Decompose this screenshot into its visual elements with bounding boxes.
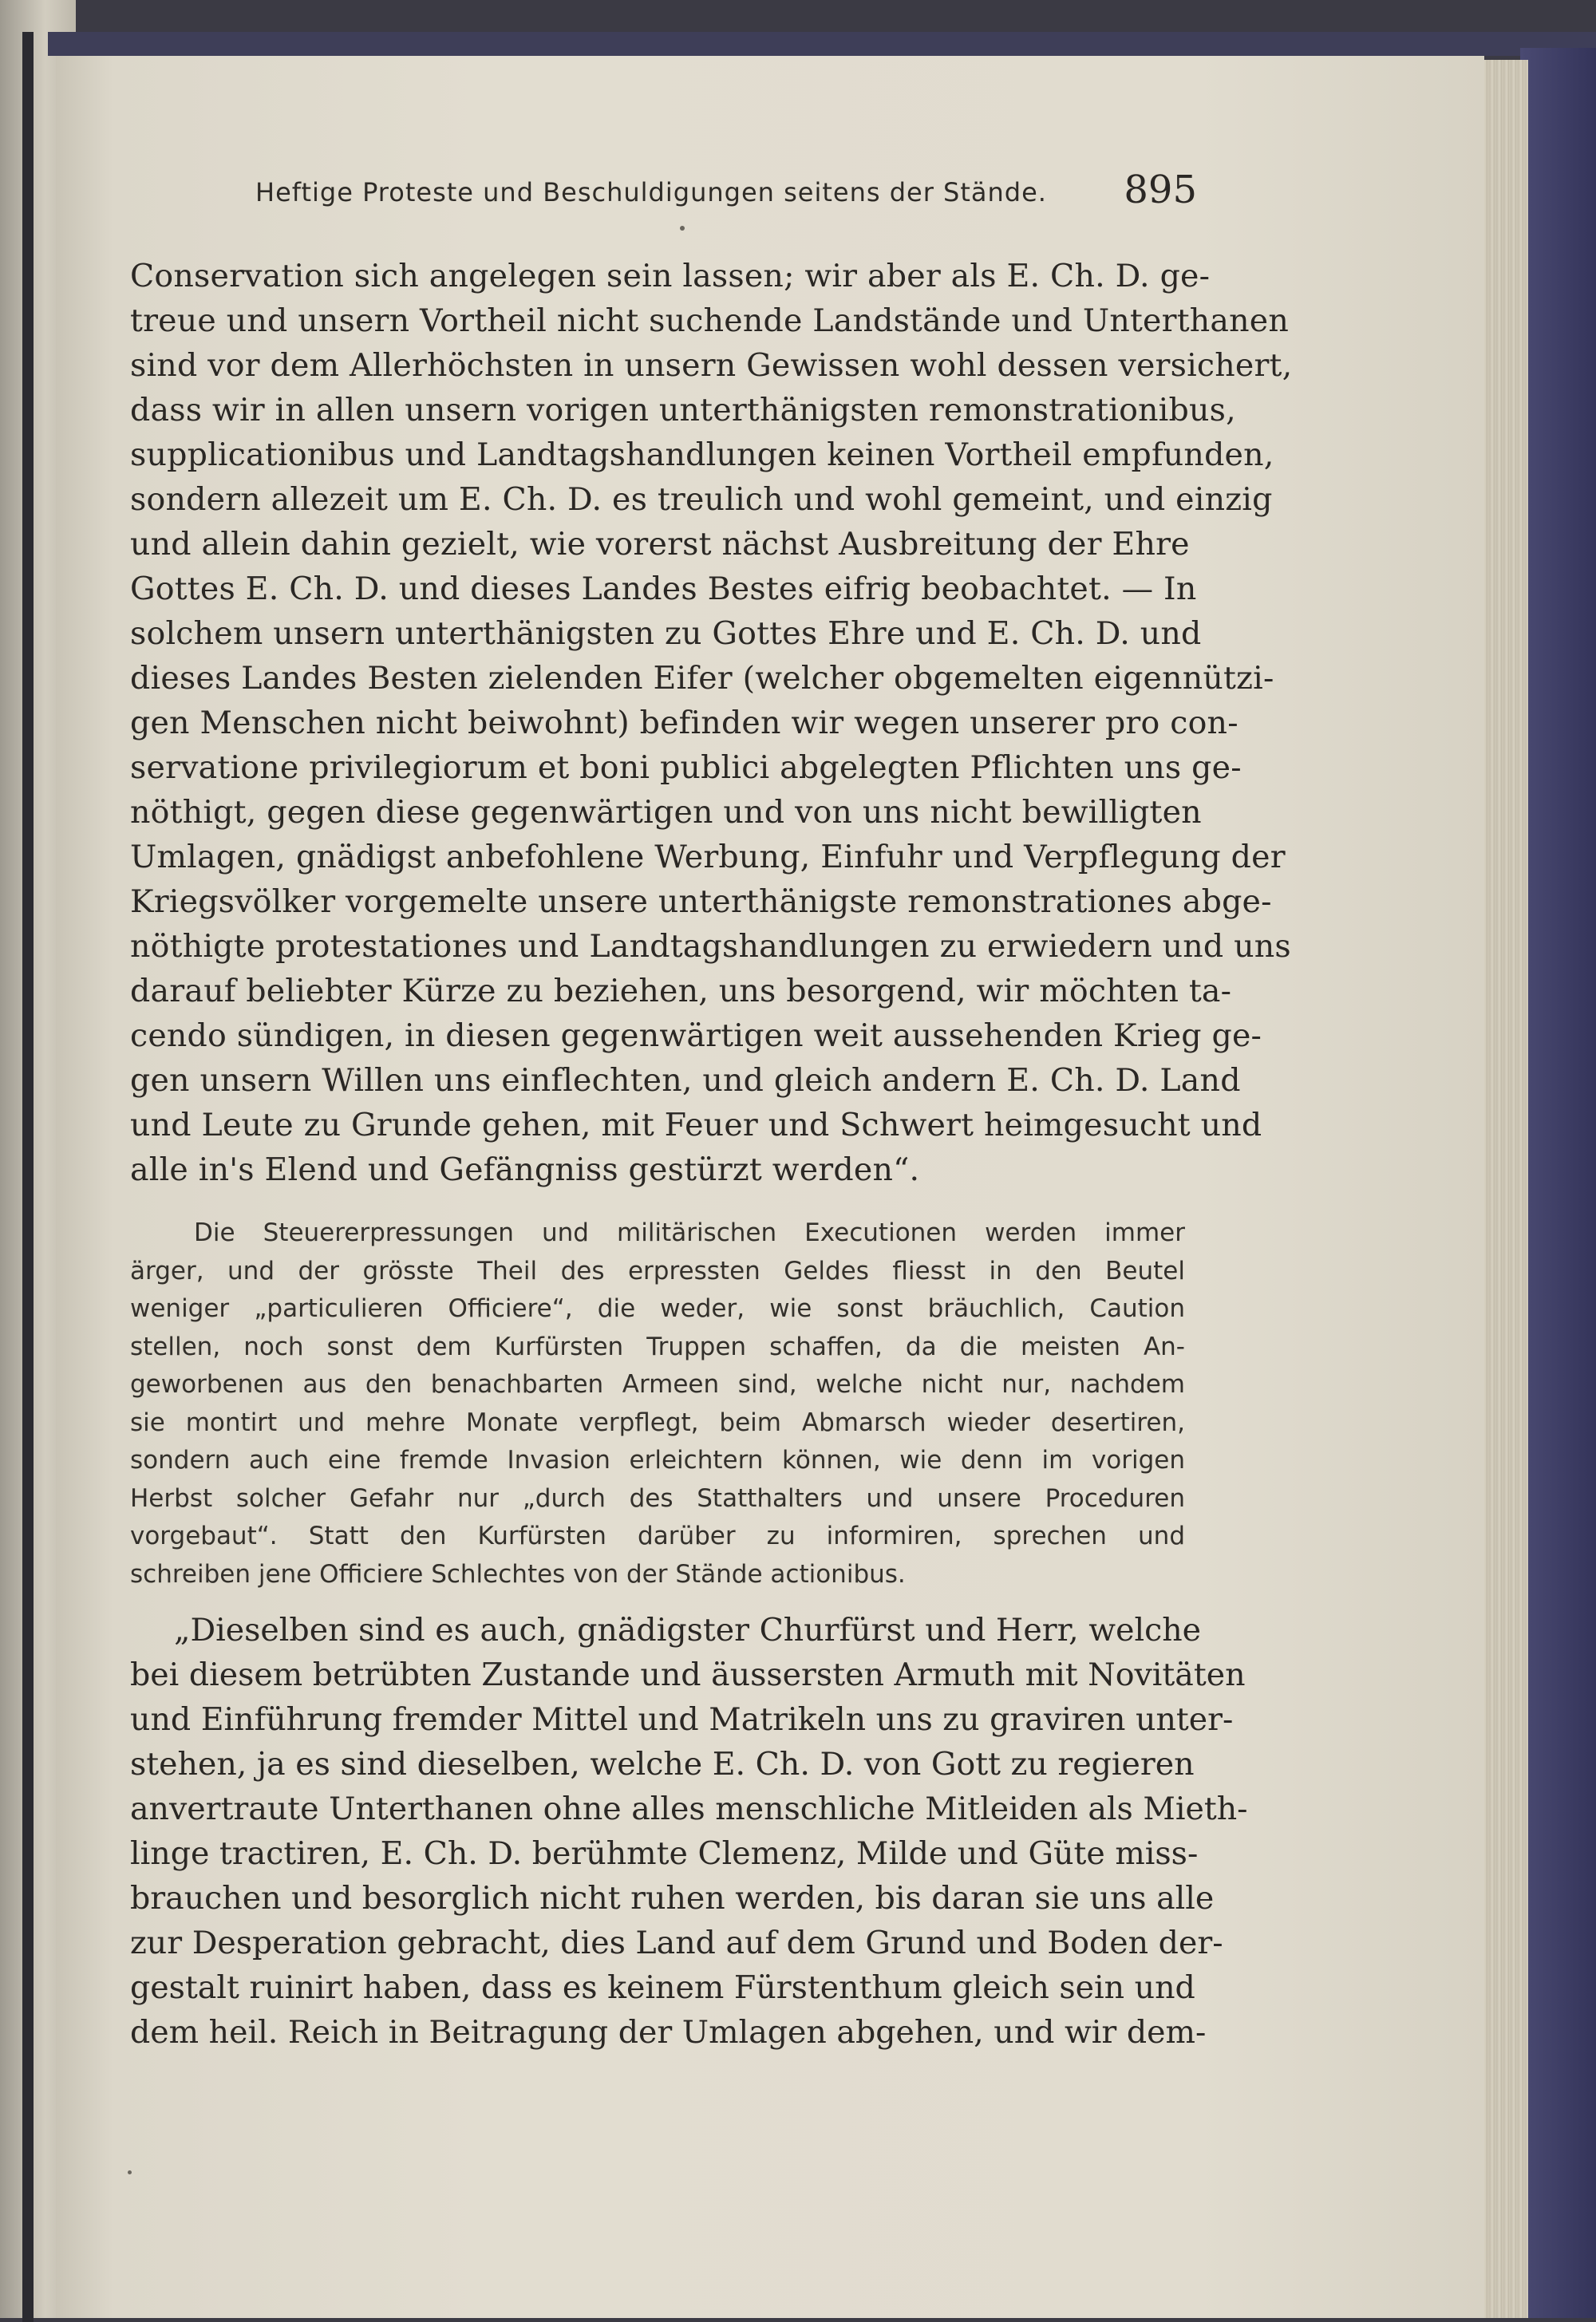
text-line: supplicationibus und Landtagshandlungen keinen Vortheil empfunden, bbox=[130, 436, 1274, 473]
text-line: gen unsern Willen uns einflechten, und gleich andern E. Ch. D. Land bbox=[130, 1062, 1241, 1099]
page-header bbox=[255, 168, 1197, 215]
text-line: Kriegsvölker vorgemelte unsere unterthänigste remonstrationes abge- bbox=[130, 883, 1272, 920]
quote-line: anvertraute Unterthanen ohne alles menschliche Mitleiden als Mieth- bbox=[130, 1791, 1248, 1827]
quote-line: stehen, ja es sind dieselben, welche E. Ch. D. von Gott zu regieren bbox=[130, 1746, 1195, 1783]
paper-speck bbox=[128, 2170, 132, 2174]
text-line: servatione privilegiorum et boni publici abgelegten Pflichten uns ge- bbox=[130, 749, 1242, 786]
text-line: darauf beliebter Kürze zu beziehen, uns besorgend, wir möchten ta- bbox=[130, 973, 1232, 1009]
left-cover-spine bbox=[22, 32, 34, 2322]
text-line: Gottes E. Ch. D. und dieses Landes Bestes eifrig beobachtet. — In bbox=[130, 571, 1197, 607]
book-cover-top bbox=[48, 32, 1596, 56]
paper-speck bbox=[680, 226, 685, 231]
text-line: dass wir in allen unsern vorigen unterthänigsten remonstrationibus, bbox=[130, 392, 1236, 428]
text-line: und Leute zu Grunde gehen, mit Feuer und Schwert heimgesucht und bbox=[130, 1107, 1262, 1143]
quote-line: bei diesem betrübten Zustande und äussersten Armuth mit Novitäten bbox=[130, 1657, 1246, 1693]
text-line: sondern allezeit um E. Ch. D. es treulich und wohl gemeint, und einzig bbox=[130, 481, 1273, 518]
note-line: stellen, noch sonst dem Kurfürsten Truppen schaffen, da die meisten An- bbox=[130, 1332, 1185, 1361]
text-line: cendo sündigen, in diesen gegenwärtigen weit aussehenden Krieg ge- bbox=[130, 1017, 1262, 1054]
text-line: sind vor dem Allerhöchsten in unsern Gewissen wohl dessen versichert, bbox=[130, 347, 1293, 384]
quote-line: und Einführung fremder Mittel und Matrikeln uns zu graviren unter- bbox=[130, 1701, 1234, 1738]
quote-line: brauchen und besorglich nicht ruhen werden, bis daran sie uns alle bbox=[130, 1880, 1215, 1917]
note-line: sondern auch eine fremde Invasion erleichtern können, wie denn im vorigen bbox=[130, 1446, 1185, 1475]
text-line: gen Menschen nicht beiwohnt) befinden wir wegen unserer pro con- bbox=[130, 705, 1238, 741]
small-print-paragraph bbox=[130, 1214, 1185, 1593]
book-cover-right bbox=[1520, 48, 1596, 2318]
note-line: Die Steuererpressungen und militärischen Executionen werden immer bbox=[194, 1218, 1185, 1247]
text-line: Umlagen, gnädigst anbefohlene Werbung, Einfuhr und Verpflegung der bbox=[130, 839, 1286, 875]
quote-line: dem heil. Reich in Beitragung der Umlagen abgehen, und wir dem- bbox=[130, 2014, 1207, 2051]
quote-line: „Dieselben sind es auch, gnädigster Churfürst und Herr, welche bbox=[174, 1612, 1202, 1649]
text-line: nöthigte protestationes und Landtagshandlungen zu erwiedern und uns bbox=[130, 928, 1291, 965]
note-line: geworbenen aus den benachbarten Armeen sind, welche nicht nur, nachdem bbox=[130, 1370, 1185, 1399]
text-line: und allein dahin gezielt, wie vorerst nächst Ausbreitung der Ehre bbox=[130, 526, 1190, 563]
page-number: 895 bbox=[1124, 168, 1197, 212]
text-line: alle in's Elend und Gefängniss gestürzt werden“. bbox=[130, 1151, 920, 1188]
text-line: Conservation sich angelegen sein lassen; wir aber als E. Ch. D. ge- bbox=[130, 258, 1211, 294]
running-title: Heftige Proteste und Beschuldigungen seitens der Stände. bbox=[255, 177, 1047, 207]
note-line: schreiben jene Officiere Schlechtes von der Stände actionibus. bbox=[130, 1559, 906, 1589]
text-line: treue und unsern Vortheil nicht suchende Landstände und Unterthanen bbox=[130, 302, 1290, 339]
note-line: sie montirt und mehre Monate verpflegt, beim Abmarsch wieder desertiren, bbox=[130, 1408, 1185, 1437]
quote-line: zur Desperation gebracht, dies Land auf dem Grund und Boden der- bbox=[130, 1925, 1223, 1961]
main-paragraph bbox=[130, 254, 1293, 1192]
note-line: ärger, und der grösste Theil des erpressten Geldes fliesst in den Beutel bbox=[130, 1256, 1185, 1285]
quote-line: linge tractiren, E. Ch. D. berühmte Clemenz, Milde und Güte miss- bbox=[130, 1835, 1199, 1872]
text-line: solchem unsern unterthänigsten zu Gottes Ehre und E. Ch. D. und bbox=[130, 615, 1202, 652]
quote-paragraph bbox=[130, 1608, 1248, 2055]
note-line: vorgebaut“. Statt den Kurfürsten darüber zu informiren, sprechen und bbox=[130, 1522, 1185, 1550]
quote-line: gestalt ruinirt haben, dass es keinem Fürstenthum gleich sein und bbox=[130, 1969, 1195, 2006]
text-line: dieses Landes Besten zielenden Eifer (welcher obgemelten eigennützi- bbox=[130, 660, 1274, 697]
text-line: nöthigt, gegen diese gegenwärtigen und von uns nicht bewilligten bbox=[130, 794, 1202, 831]
note-line: weniger „particulieren Officiere“, die weder, wie sonst bräuchlich, Caution bbox=[130, 1294, 1185, 1323]
note-line: Herbst solcher Gefahr nur „durch des Statthalters und unsere Proceduren bbox=[130, 1483, 1185, 1513]
